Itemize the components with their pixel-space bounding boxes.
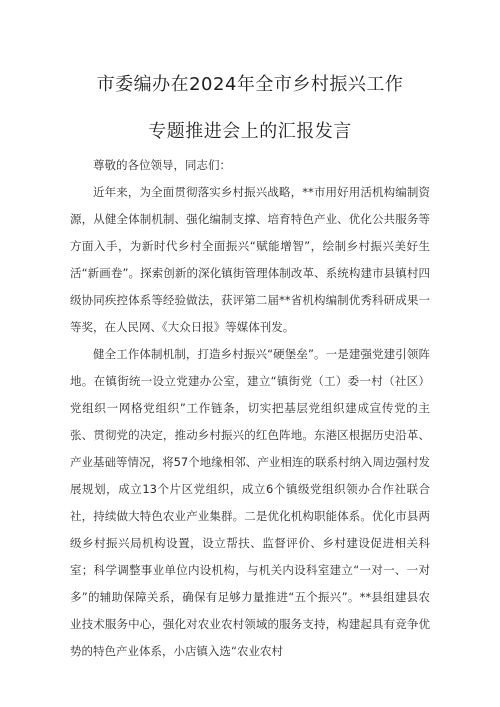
body-paragraph-1: 近年来，为全面贯彻落实乡村振兴战略，**市用好用活机构编制资源，从健全体制机制、强化编制支撑、培育特色产业、优化公共服务等方面入手，为新时代乡村全面振兴“赋能增智”，绘制乡村振兴美好生活“新画卷”。探索创新的深化镇街管理体制改革、系统构建市县镇村四级协同疾控体系等经验做法，获评第二届**省机构编制优秀科研成果一等奖，在人民网、《大众日报》等媒体刊发。 xyxy=(70,185,430,334)
document-body xyxy=(70,152,430,665)
body-paragraph-2: 健全工作体制机制，打造乡村振兴“硬堡垒”。一是建强党建引领阵地。在镇街统一设立党建办公室，建立“镇街党（工）委一村（社区）党组织一网格党组织”工作链条，切实把基层党组织建成宣传党的主张、贯彻党的决定，推动乡村振兴的红色阵地。东港区根据历史沿革、产业基础等情况，将57个地缘相邻、产业相连的联系村纳入周边强村发展规划，成立13个片区党组织，成立6个镇级党组织领办合作社联合社，持续做大特色农业产业集群。二是优化机构职能体系。优化市县两级乡村振兴局机构设置，设立帮扶、监督评价、乡村建设促进相关科室；科学调整事业单位内设机构，与机关内设科室建立“一对一、一对多”的辅助保障关系，确保有足够力量推进“五个振兴”。**县组建县农业技术服务中心，强化对农业农村领域的服务支持，构建起具有竞争优势的特色产业体系，小店镇入选“农业农村 xyxy=(70,347,430,658)
document-title-line-2: 专题推进会上的汇报发言 xyxy=(148,121,352,142)
greeting-paragraph: 尊敬的各位领导，同志们： xyxy=(93,158,231,172)
document-title-line-1: 市委编办在2024年全市乡村振兴工作 xyxy=(96,74,404,95)
